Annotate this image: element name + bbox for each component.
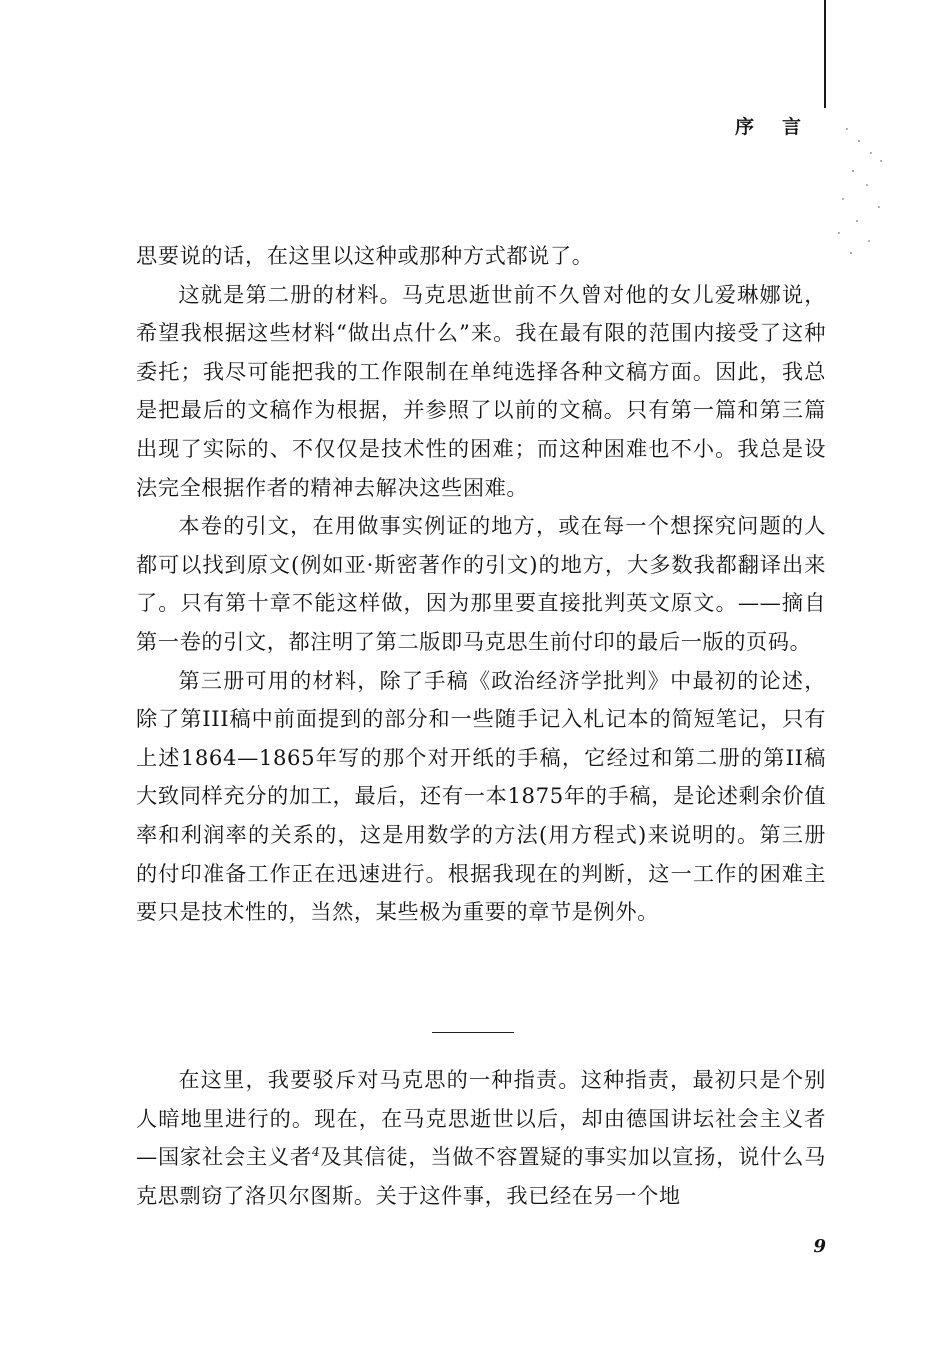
paragraph-accusation-text-a: 在这里，我要驳斥对马克思的一种指责。这种指责，最初只是个别人暗地里进行的。现在，在马克思逝世以后，却由德国讲坛社会主义者—国家社会主义者 [136,1067,826,1170]
paragraph-second-book-materials: 这就是第二册的材料。马克思逝世前不久曾对他的女儿爱琳娜说，希望我根据这些材料“做出点什么”来。我在最有限的范围内接受了这种委托；我尽可能把我的工作限制在单纯选择各种文稿方面。因此，我总是把最后的文稿作为根据，并参照了以前的文稿。只有第一篇和第三篇出现了实际的、不仅仅是技术性的困难；而这种困难也不小。我总是设法完全根据作者的精神去解决这些困难。 [136,281,826,500]
section-divider [432,1032,514,1033]
paragraph-continuation: 思要说的话，在这里以这种或那种方式都说了。 [136,243,594,268]
paragraph-accusation-text-b: 及其信徒，当做不容置疑的事实加以宣扬，说什么马克思剽窃了洛贝尔图斯。关于这件事，我已经在另一个地 [136,1144,826,1208]
page-number: 9 [813,1236,826,1257]
running-title: 序言 [735,116,830,138]
body-text-section-two [136,1061,826,1215]
paragraph-accusation [136,1061,826,1215]
paragraph-quotations: 本卷的引文，在用做事实例证的地方，或在每一个想探究问题的人都可以找到原文(例如亚·斯密著作的引文)的地方，大多数我都翻译出来了。只有第十章不能这样做，因为那里要直接批判英文原文。——摘自第一卷的引文，都注明了第二版即马克思生前付印的最后一版的页码。 [136,513,826,654]
paragraph-third-book-materials: 第三册可用的材料，除了手稿《政治经济学批判》中最初的论述，除了第III稿中前面提到的部分和一些随手记入札记本的简短笔记，只有上述1864—1865年写的那个对开纸的手稿，它经过和第二册的第II稿大致同样充分的加工，最后，还有一本1875年的手稿，是论述剩余价值率和利润率的关系的，这是用数学的方法(用方程式)来说明的。第三册的付印准备工作正在迅速进行。根据我现在的判断，这一工作的困难主要只是技术性的，当然，某些极为重要的章节是例外。 [136,667,826,925]
body-text [136,237,826,932]
page-edge-rule [824,0,826,108]
footnote-reference: 4 [311,1145,321,1160]
